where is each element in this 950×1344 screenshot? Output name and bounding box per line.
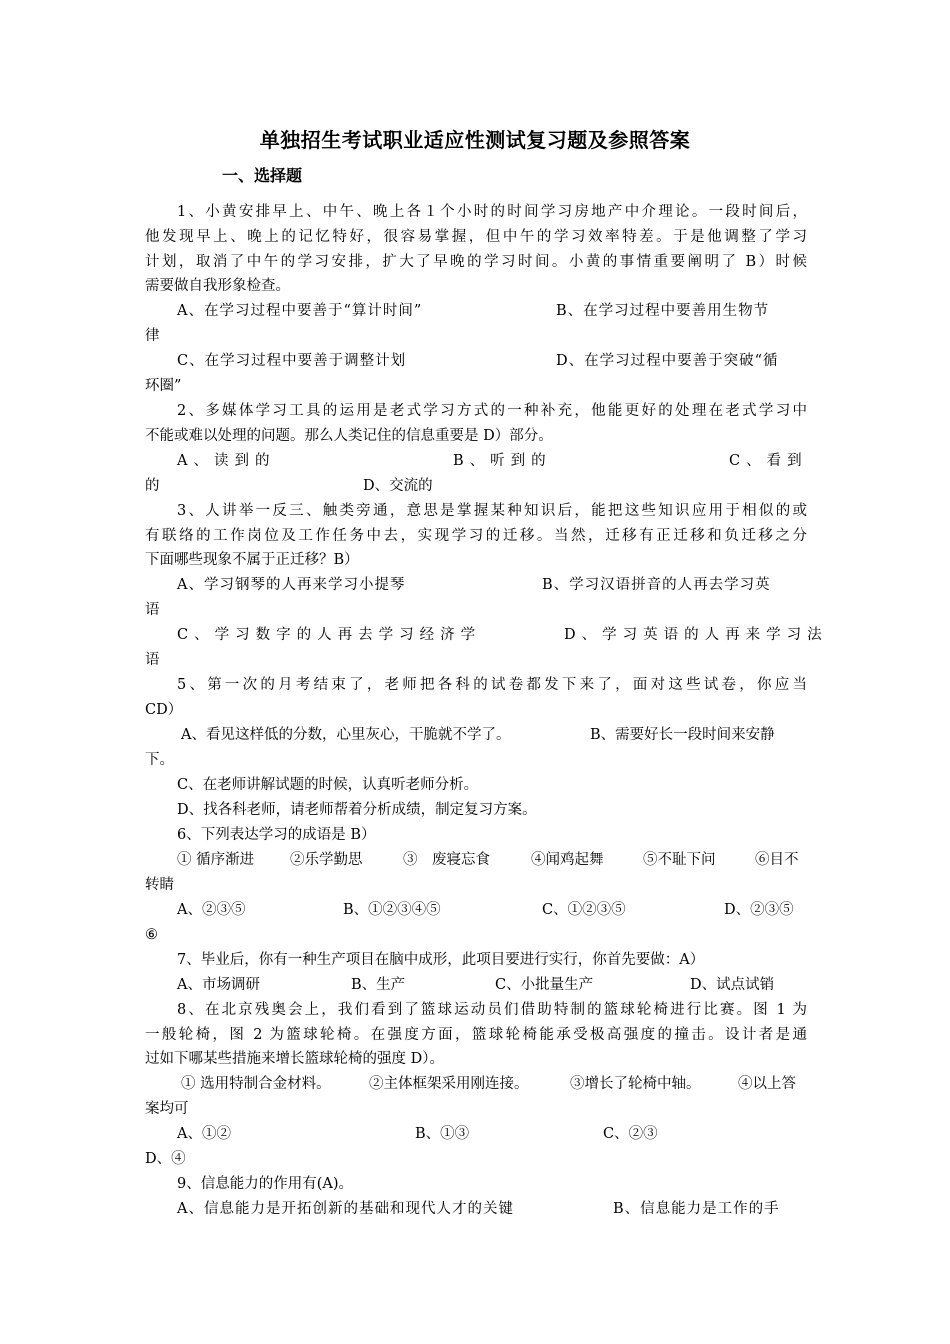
option-c: C、②③	[603, 1126, 658, 1142]
measure-3: ③增长了轮椅中轴。	[570, 1076, 701, 1092]
option-c: C、在学习过程中要善于调整计划	[177, 353, 407, 369]
option-a: A、在学习过程中要善于“算计时间”	[177, 303, 423, 319]
paragraph-line: 一般轮椅，图 2 为篮球轮椅。在强度方面，篮球轮椅能承受极高强度的撞击。设计者是通	[145, 1027, 807, 1043]
section-heading: 一、选择题	[222, 166, 303, 185]
option-b: B、①③	[415, 1126, 470, 1142]
option-b: B、在学习过程中要善用生物节	[556, 303, 770, 319]
paragraph-line: 案均可	[145, 1101, 189, 1117]
option-b: B、需要好长一段时间来安静	[590, 727, 775, 743]
option-row	[145, 900, 807, 922]
option-row	[145, 575, 807, 597]
paragraph-line: 他发现早上、晚上的记忆特好，很容易掌握，但中午的学习效率特差。于是他调整了学习	[145, 229, 807, 245]
option-a: A、学习钢琴的人再来学习小提琴	[177, 577, 406, 593]
paragraph-line: 1、小黄安排早上、中午、晚上各１个小时的时间学习房地产中介理论。一段时间后，	[177, 204, 807, 220]
paragraph-line: 语	[145, 602, 160, 618]
paragraph-line: 9、信息能力的作用有(A)。	[177, 1176, 354, 1192]
option-row	[145, 1124, 807, 1146]
paragraph-line: 5、第一次的月考结束了，老师把各科的试卷都发下来了，面对这些试卷，你应当	[177, 677, 807, 693]
paragraph-line: 过如下哪某些措施来增长篮球轮椅的强度 D）。	[145, 1051, 444, 1067]
idiom-6: ⑥目不	[755, 852, 799, 868]
option-b: B、学习汉语拼音的人再去学习英	[542, 577, 771, 593]
option-row	[145, 451, 807, 473]
option-a: A、读到的	[177, 453, 276, 469]
measure-1: ① 选用特制合金材料。	[181, 1076, 331, 1092]
idiom-5: ⑤不耻下问	[643, 852, 716, 868]
option-row	[145, 476, 807, 498]
document-title: 单独招生考试职业适应性测试复习题及参照答案	[259, 128, 691, 152]
idiom-2: ②乐学勤思	[290, 852, 363, 868]
paragraph-line: 律	[145, 328, 160, 344]
option-d: D、试点试销	[690, 977, 775, 993]
option-a: A、看见这样低的分数，心里灰心，干脆就不学了。	[181, 727, 511, 743]
option-a: A、②③⑤	[177, 902, 246, 918]
idiom-4: ④闻鸡起舞	[531, 852, 604, 868]
option-d: D、④	[145, 1151, 186, 1167]
paragraph-line: 7、毕业后，你有一种生产项目在脑中成形，此项目要进行实行，你首先要做：A）	[177, 952, 705, 968]
measure-2: ②主体框架采用刚连接。	[369, 1076, 529, 1092]
option-a: A、信息能力是开拓创新的基础和现代人才的关键	[177, 1201, 514, 1217]
paragraph-line: 有联络的工作岗位及工作任务中去，实现学习的迁移。当然，迁移有正迁移和负迁移之分	[145, 528, 807, 544]
paragraph-line: 环圈”	[145, 378, 182, 394]
idiom-3: ③ 废寝忘食	[403, 852, 490, 868]
option-row	[145, 1199, 807, 1221]
option-b: B、生产	[351, 977, 406, 993]
paragraph-line: 计划，取消了中午的学习安排，扩大了早晚的学习时间。小黄的事情重要阐明了 B）时候	[145, 254, 807, 270]
paragraph-line: 转睛	[145, 877, 174, 893]
option-row	[145, 625, 828, 647]
option-c: C、看到	[729, 453, 808, 469]
option-d: D、交流的	[363, 478, 433, 494]
option-row	[145, 850, 807, 872]
idiom-1: ① 循序渐进	[177, 852, 255, 868]
option-row	[145, 975, 807, 997]
paragraph-line: 语	[145, 652, 160, 668]
option-c: C、学习数字的人再去学习经济学	[177, 627, 482, 643]
paragraph-line: ⑥	[145, 927, 158, 943]
option-row	[145, 301, 807, 323]
option-d: D、②③⑤	[724, 902, 794, 918]
option-d: D、找各科老师，请老师帮着分析成绩，制定复习方案。	[177, 802, 537, 818]
option-d: D、在学习过程中要善于突破“循	[556, 353, 779, 369]
option-b: B、听到的	[453, 453, 552, 469]
option-a: A、市场调研	[177, 977, 260, 993]
paragraph-line: 需要做自我形象检查。	[145, 278, 290, 294]
paragraph-line: 2、多媒体学习工具的运用是老式学习方式的一种补充，他能更好的处理在老式学习中	[177, 403, 807, 419]
paragraph-line: 不能或难以处理的问题。那么人类记住的信息重要是 D）部分。	[145, 428, 553, 444]
paragraph-line: 8、在北京残奥会上，我们看到了篮球运动员们借助特制的篮球轮椅进行比赛。图 1 为	[177, 1002, 807, 1018]
measure-4: ④以上答	[738, 1076, 796, 1092]
option-a: A、①②	[177, 1126, 231, 1142]
paragraph-line: CD）	[145, 702, 183, 718]
option-d: D、学习英语的人再来学习法	[564, 627, 828, 643]
option-c: C、①②③⑤	[542, 902, 626, 918]
option-row	[145, 351, 807, 373]
option-row	[145, 1074, 807, 1096]
paragraph-line: 下面哪些现象不属于正迁移？B）	[145, 552, 359, 568]
paragraph-line: 3、人讲举一反三、触类旁通，意思是掌握某种知识后，能把这些知识应用于相似的或	[177, 503, 807, 519]
option-b: B、①②③④⑤	[343, 902, 441, 918]
paragraph-line: 6、下列表达学习的成语是 B）	[177, 827, 376, 843]
option-b: B、信息能力是工作的手	[613, 1201, 780, 1217]
option-c-wrap: 的	[145, 478, 160, 494]
paragraph-line: 下。	[145, 752, 174, 768]
option-c: C、小批量生产	[495, 977, 594, 993]
option-c: C、在老师讲解试题的时候，认真听老师分析。	[177, 777, 479, 793]
option-row	[145, 725, 807, 747]
